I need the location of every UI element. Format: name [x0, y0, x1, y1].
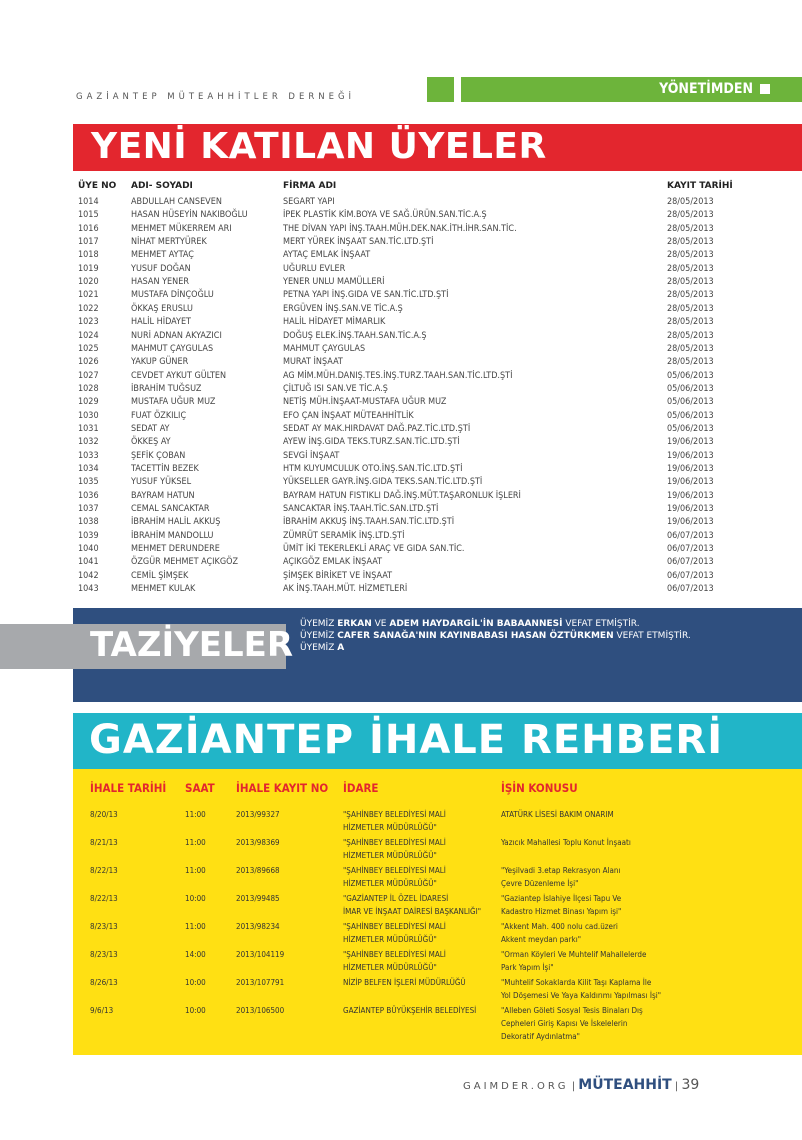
- member-firm: AÇIKGÖZ EMLAK İNŞAAT: [283, 557, 383, 568]
- member-firm: AG MİM.MÜH.DANIŞ.TES.İNŞ.TURZ.TAAH.SAN.TİC.LTD.ŞTİ: [283, 370, 513, 381]
- section-label: YÖNETİMDEN: [659, 81, 753, 97]
- member-firm: UĞURLU EVLER: [283, 263, 346, 274]
- member-no: 1029: [78, 397, 99, 408]
- member-firm: YENER UNLU MAMÜLLERİ: [283, 277, 385, 288]
- tender-reg-no: 2013/89668: [236, 866, 280, 875]
- member-name: YAKUP GÜNER: [131, 357, 189, 368]
- member-firm: MERT YÜREK İNŞAAT SAN.TİC.LTD.ŞTİ: [283, 237, 434, 248]
- member-firm: İPEK PLASTİK KİM.BOYA VE SAĞ.ÜRÜN.SAN.TİC.A.Ş: [283, 210, 487, 221]
- member-name: BAYRAM HATUN: [131, 490, 195, 501]
- member-no: 1035: [78, 477, 99, 488]
- member-firm: İBRAHİM AKKUŞ İNŞ.TAAH.SAN.TİC.LTD.ŞTİ: [283, 517, 455, 528]
- tender-admin: "ŞAHİNBEY BELEDİYESİ MALİ HİZMETLER MÜDÜRLÜĞÜ": [343, 950, 446, 972]
- member-no: 1019: [78, 263, 99, 274]
- member-name: CEMAL SANCAKTAR: [131, 504, 210, 515]
- member-no: 1028: [78, 383, 99, 394]
- tender-time: 14:00: [185, 950, 206, 959]
- member-no: 1041: [78, 557, 99, 568]
- footer-site: GAIMDER.ORG: [463, 1081, 569, 1092]
- tender-reg-no: 2013/106500: [236, 1006, 285, 1015]
- member-date: 28/05/2013: [667, 303, 714, 314]
- member-date: 28/05/2013: [667, 330, 714, 341]
- member-date: 28/05/2013: [667, 197, 714, 207]
- member-no: 1033: [78, 450, 99, 461]
- member-firm: AK İNŞ.TAAH.MÜT. HİZMETLERİ: [283, 584, 408, 595]
- member-date: 28/05/2013: [667, 210, 714, 221]
- member-no: 1015: [78, 210, 99, 221]
- member-date: 05/06/2013: [667, 410, 714, 421]
- member-name: TACETTİN BEZEK: [131, 464, 199, 474]
- col-header-name: ADI- SOYADI: [131, 181, 193, 191]
- member-firm: MURAT İNŞAAT: [283, 357, 343, 368]
- member-name: SEDAT AY: [131, 423, 170, 434]
- tender-date: 8/23/13: [90, 950, 118, 959]
- member-name: YUSUF DOĞAN: [131, 263, 191, 274]
- member-firm: HALİL HİDAYET MİMARLIK: [283, 317, 386, 328]
- member-firm: BAYRAM HATUN FISTIKLI DAĞ.İNŞ.MÜT.TAŞARONLUK İŞLERİ: [283, 490, 521, 501]
- member-date: 28/05/2013: [667, 290, 714, 301]
- new-members-banner: [73, 124, 802, 171]
- tender-subject: "Alleben Göleti Sosyal Tesis Binaları Dış Cepheleri Giriş Kapısı Ve İskelelerin Dekoratif Aydınlatma": [501, 1006, 643, 1041]
- member-no: 1023: [78, 317, 99, 328]
- member-name: ABDULLAH CANSEVEN: [131, 197, 222, 207]
- tender-col-reg: İHALE KAYIT NO: [236, 781, 329, 795]
- tender-admin: "GAZİANTEP İL ÖZEL İDARESİ İMAR VE İNŞAAT DAİRESİ BAŞKANLIĞI": [343, 894, 482, 916]
- member-firm: SEDAT AY MAK.HIRDAVAT DAĞ.PAZ.TİC.LTD.ŞTİ: [283, 423, 471, 434]
- tender-date: 8/20/13: [90, 810, 118, 819]
- member-name: ÖZGÜR MEHMET AÇIKGÖZ: [131, 557, 239, 568]
- member-no: 1030: [78, 410, 99, 421]
- member-name: MAHMUT ÇAYGULAS: [131, 343, 214, 354]
- tender-time: 11:00: [185, 866, 206, 875]
- member-firm: ÜMİT İKİ TEKERLEKLİ ARAÇ VE GIDA SAN.TİC.: [283, 544, 465, 555]
- member-date: 06/07/2013: [667, 584, 714, 595]
- member-no: 1022: [78, 303, 99, 314]
- member-no: 1021: [78, 290, 99, 301]
- tender-admin: "ŞAHİNBEY BELEDİYESİ MALİ HİZMETLER MÜDÜRLÜĞÜ": [343, 838, 446, 860]
- tender-date: 8/21/13: [90, 838, 118, 847]
- tender-time: 10:00: [185, 894, 206, 903]
- page-number: 39: [681, 1077, 700, 1093]
- condolence-line-1: ÜYEMİZ ERKAN VE ADEM HAYDARGİL'İN BABAANNESİ VEFAT ETMİŞTİR.: [300, 619, 640, 629]
- member-date: 28/05/2013: [667, 277, 714, 288]
- tender-admin: "ŞAHİNBEY BELEDİYESİ MALİ HİZMETLER MÜDÜRLÜĞÜ": [343, 810, 446, 832]
- member-date: 05/06/2013: [667, 423, 714, 434]
- tender-date: 8/22/13: [90, 894, 118, 903]
- member-name: CEMİL ŞİMŞEK: [131, 570, 189, 581]
- member-name: FUAT ÖZKILIÇ: [131, 410, 187, 421]
- member-date: 28/05/2013: [667, 223, 714, 234]
- member-name: ŞEFİK ÇOBAN: [131, 450, 186, 461]
- tender-time: 11:00: [185, 838, 206, 847]
- member-no: 1042: [78, 570, 99, 581]
- member-date: 19/06/2013: [667, 464, 714, 474]
- member-firm: DOĞUŞ ELEK.İNŞ.TAAH.SAN.TİC.A.Ş: [283, 330, 427, 341]
- member-no: 1018: [78, 250, 99, 261]
- member-date: 28/05/2013: [667, 237, 714, 248]
- tender-date: 8/26/13: [90, 978, 118, 987]
- member-no: 1017: [78, 237, 99, 248]
- member-date: 19/06/2013: [667, 517, 714, 528]
- tender-col-admin: İDARE: [343, 781, 379, 795]
- col-header-date: KAYIT TARİHİ: [667, 181, 733, 191]
- condolence-line-3: ÜYEMİZ A: [300, 643, 345, 653]
- col-header-firm: FİRMA ADI: [283, 181, 337, 191]
- member-firm: PETNA YAPI İNŞ.GIDA VE SAN.TİC.LTD.ŞTİ: [283, 290, 449, 301]
- member-no: 1032: [78, 437, 99, 448]
- member-name: MEHMET KULAK: [131, 584, 196, 595]
- member-no: 1036: [78, 490, 99, 501]
- member-name: İBRAHİM MANDOLLU: [131, 530, 214, 541]
- member-name: NURİ ADNAN AKYAZICI: [131, 330, 222, 341]
- tender-subject: "Orman Köyleri Ve Muhtelif Mahallelerde Park Yapım İşi": [501, 950, 647, 972]
- member-name: HASAN YENER: [131, 277, 189, 288]
- member-name: CEVDET AYKUT GÜLTEN: [131, 370, 227, 381]
- footer-brand-logo: MÜTEAHHİT: [578, 1077, 672, 1093]
- member-date: 28/05/2013: [667, 343, 714, 354]
- member-firm: THE DİVAN YAPI İNŞ.TAAH.MÜH.DEK.NAK.İTH.İHR.SAN.TİC.: [283, 223, 517, 234]
- member-firm: AYEW İNŞ.GIDA TEKS.TURZ.SAN.TİC.LTD.ŞTİ: [283, 437, 460, 448]
- member-firm: EFO ÇAN İNŞAAT MÜTEAHHİTLİK: [283, 410, 414, 421]
- member-name: HASAN HÜSEYİN NAKIBOĞLU: [131, 210, 248, 221]
- member-date: 05/06/2013: [667, 383, 714, 394]
- member-no: 1014: [78, 197, 99, 207]
- member-no: 1020: [78, 277, 99, 288]
- tender-time: 11:00: [185, 810, 206, 819]
- member-no: 1027: [78, 370, 99, 381]
- member-no: 1043: [78, 584, 99, 595]
- tender-date: 8/22/13: [90, 866, 118, 875]
- condolences-title: TAZİYELER: [90, 625, 294, 665]
- tender-subject: Yazıcık Mahallesi Toplu Konut İnşaatı: [501, 838, 631, 847]
- member-date: 19/06/2013: [667, 437, 714, 448]
- new-members-title: YENİ KATILAN ÜYELER: [91, 126, 547, 167]
- tender-time: 11:00: [185, 922, 206, 931]
- member-name: NİHAT MERTYÜREK: [131, 237, 207, 248]
- member-name: YUSUF YÜKSEL: [131, 477, 192, 488]
- magazine-org-name: GAZİANTEP MÜTEAHHİTLER DERNEĞİ: [76, 92, 356, 102]
- tender-reg-no: 2013/99485: [236, 894, 280, 903]
- col-header-no: ÜYE NO: [78, 181, 117, 191]
- section-tab: [461, 77, 802, 102]
- member-date: 28/05/2013: [667, 263, 714, 274]
- member-no: 1034: [78, 464, 99, 474]
- member-name: HALİL HİDAYET: [131, 317, 191, 328]
- member-name: MUSTAFA DİNÇOĞLU: [131, 290, 214, 301]
- member-no: 1026: [78, 357, 99, 368]
- member-no: 1016: [78, 223, 99, 234]
- member-firm: HTM KUYUMCULUK OTO.İNŞ.SAN.TİC.LTD.ŞTİ: [283, 464, 463, 474]
- member-date: 19/06/2013: [667, 504, 714, 515]
- member-name: MEHMET MÜKERREM ARI: [131, 223, 232, 234]
- member-firm: ÇİLTUĞ ISI SAN.VE TİC.A.Ş: [283, 383, 388, 394]
- member-no: 1025: [78, 343, 99, 354]
- member-name: MEHMET DERUNDERE: [131, 544, 220, 555]
- footer: GAIMDER.ORG | MÜTEAHHİT | 39: [463, 1077, 700, 1093]
- tender-reg-no: 2013/98234: [236, 922, 280, 931]
- member-date: 05/06/2013: [667, 370, 714, 381]
- member-date: 06/07/2013: [667, 530, 714, 541]
- member-name: ÖKKEŞ AY: [131, 437, 171, 448]
- member-no: 1040: [78, 544, 99, 555]
- tender-date: 9/6/13: [90, 1006, 114, 1015]
- member-name: ÖKKAŞ ERUSLU: [131, 303, 193, 314]
- square-icon: [760, 84, 770, 94]
- member-firm: SEGART YAPI: [283, 197, 335, 207]
- member-firm: SEVGİ İNŞAAT: [283, 450, 340, 461]
- tender-subject: "Muhtelif Sokaklarda Kilit Taşı Kaplama İle Yol Döşemesi Ve Yaya Kaldırımı Yapılması İşi": [501, 978, 662, 1000]
- tender-reg-no: 2013/104119: [236, 950, 285, 959]
- tender-reg-no: 2013/98369: [236, 838, 280, 847]
- tender-col-date: İHALE TARİHİ: [90, 781, 167, 795]
- tender-admin: GAZİANTEP BÜYÜKŞEHİR BELEDİYESİ: [343, 1006, 477, 1015]
- member-name: MUSTAFA UĞUR MUZ: [131, 397, 216, 408]
- member-firm: ŞİMŞEK BİRİKET VE İNŞAAT: [283, 570, 393, 581]
- tender-col-time: SAAT: [185, 781, 215, 795]
- member-date: 19/06/2013: [667, 490, 714, 501]
- tender-time: 10:00: [185, 978, 206, 987]
- member-date: 05/06/2013: [667, 397, 714, 408]
- tender-subject: ATATÜRK LİSESİ BAKIM ONARIM: [501, 810, 614, 819]
- member-name: İBRAHİM HALİL AKKUŞ: [131, 517, 221, 528]
- member-firm: MAHMUT ÇAYGULAS: [283, 343, 366, 354]
- member-no: 1038: [78, 517, 99, 528]
- member-firm: ZÜMRÜT SERAMİK İNŞ.LTD.ŞTİ: [283, 530, 405, 541]
- member-firm: AYTAÇ EMLAK İNŞAAT: [283, 250, 371, 261]
- tender-subject: "Yeşilvadi 3.etap Rekrasyon Alanı Çevre Düzenleme İşi": [501, 866, 621, 888]
- tender-reg-no: 2013/99327: [236, 810, 280, 819]
- member-date: 28/05/2013: [667, 357, 714, 368]
- section-tab-square: [427, 77, 454, 102]
- member-no: 1024: [78, 330, 99, 341]
- tender-reg-no: 2013/107791: [236, 978, 285, 987]
- member-name: MEHMET AYTAÇ: [131, 250, 194, 261]
- condolence-line-2: ÜYEMİZ CAFER SANAĞA'NIN KAYINBABASI HASAN ÖZTÜRKMEN VEFAT ETMİŞTİR.: [300, 631, 691, 641]
- member-no: 1039: [78, 530, 99, 541]
- member-date: 06/07/2013: [667, 544, 714, 555]
- member-firm: YÜKSELLER GAYR.İNŞ.GIDA TEKS.SAN.TİC.LTD.ŞTİ: [283, 477, 483, 488]
- member-date: 06/07/2013: [667, 570, 714, 581]
- member-date: 19/06/2013: [667, 450, 714, 461]
- tender-subject: "Gaziantep İslahiye İlçesi Tapu Ve Kadastro Hizmet Binası Yapım işi": [501, 894, 622, 916]
- member-firm: NETİŞ MÜH.İNŞAAT-MUSTAFA UĞUR MUZ: [283, 397, 447, 408]
- member-firm: SANCAKTAR İNŞ.TAAH.TİC.SAN.LTD.ŞTİ: [283, 504, 439, 515]
- tender-admin: "ŞAHİNBEY BELEDİYESİ MALİ HİZMETLER MÜDÜRLÜĞÜ": [343, 922, 446, 944]
- tender-admin: NİZİP BELFEN İŞLERİ MÜDÜRLÜĞÜ: [343, 978, 466, 987]
- tender-subject: "Akkent Mah. 400 nolu cad.üzeri Akkent meydan parkı": [501, 922, 618, 944]
- member-no: 1037: [78, 504, 99, 515]
- member-date: 28/05/2013: [667, 250, 714, 261]
- member-date: 28/05/2013: [667, 317, 714, 328]
- tender-col-subject: İŞİN KONUSU: [501, 781, 578, 795]
- tender-guide-banner: [73, 713, 802, 769]
- tender-admin: "ŞAHİNBEY BELEDİYESİ MALİ HİZMETLER MÜDÜRLÜĞÜ": [343, 866, 446, 888]
- member-no: 1031: [78, 423, 99, 434]
- member-date: 06/07/2013: [667, 557, 714, 568]
- tender-date: 8/23/13: [90, 922, 118, 931]
- member-date: 19/06/2013: [667, 477, 714, 488]
- member-name: İBRAHİM TUĞSUZ: [131, 383, 202, 394]
- tender-guide-title: GAZİANTEP İHALE REHBERİ: [89, 717, 724, 763]
- tender-time: 10:00: [185, 1006, 206, 1015]
- member-firm: ERGÜVEN İNŞ.SAN.VE TİC.A.Ş: [283, 303, 403, 314]
